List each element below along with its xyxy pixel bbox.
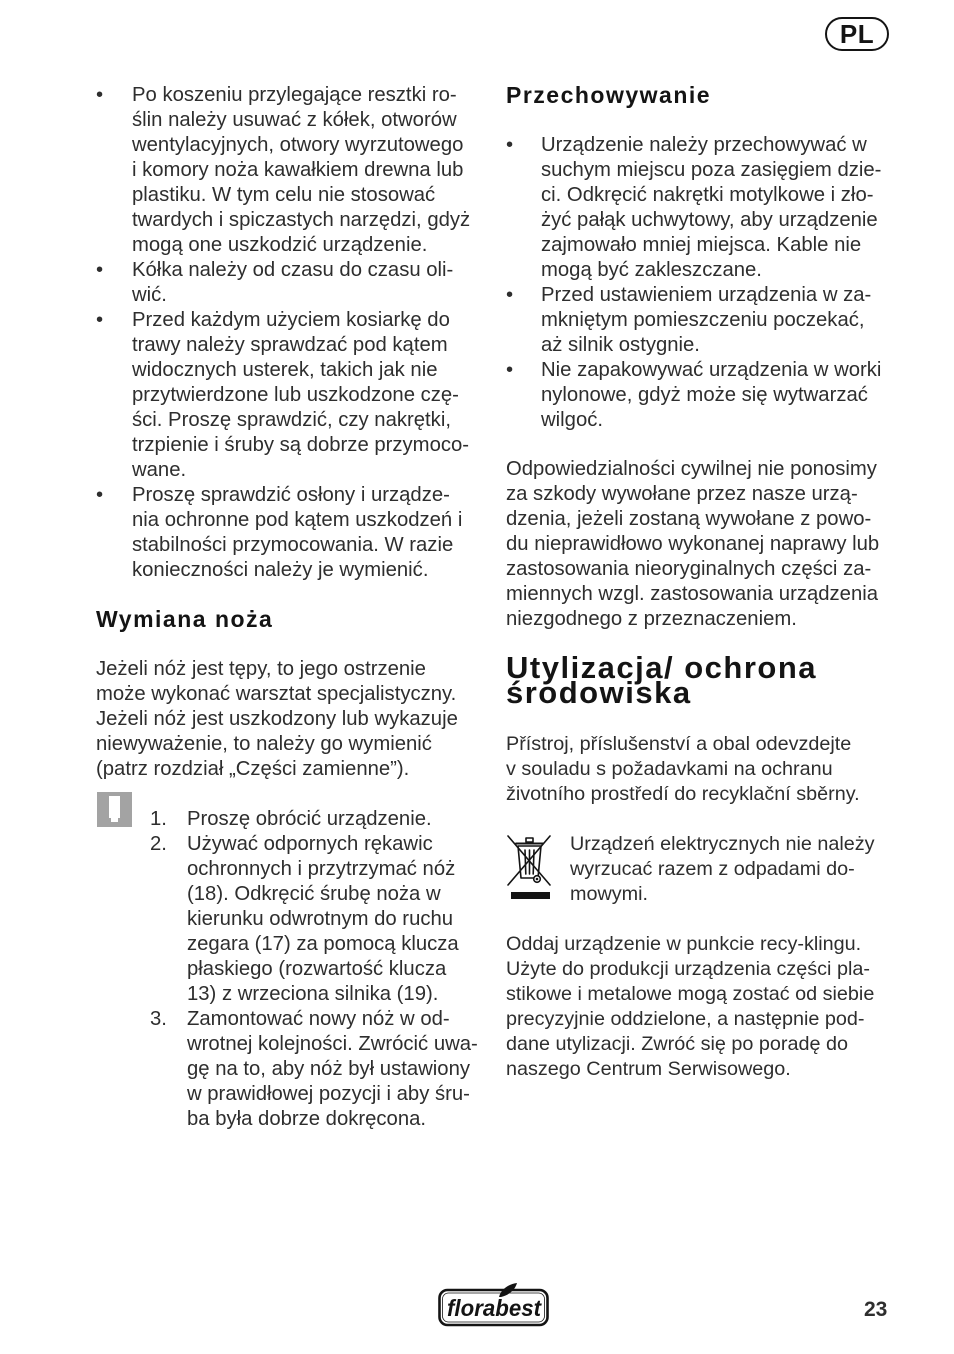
text-line: suchym miejscu poza zasięgiem dzie- [541,159,882,181]
text-line: w prawidłowej pozycji i aby śru- [187,1083,470,1105]
text-line: widocznych usterek, takich jak nie [132,359,438,381]
text-line: Oddaj urządzenie w punkcie recy-klingu. [506,933,862,955]
text-line: miennych wzgl. zastosowania urządzenia [506,583,879,605]
list-item [506,283,896,358]
florabest-logo [437,1281,551,1328]
crossed-out-wheelie-bin-icon [506,833,552,900]
text-line: gę na to, aby nóż był ustawiony [187,1058,470,1080]
bullet-marker: • [96,84,104,106]
text-line: wilgoć. [541,409,603,431]
text-line: Używać odpornych rękawic [187,833,433,855]
text-line: Urządzenie należy przechowywać w [541,134,867,156]
text-line: trzpienie i śruby są dobrze przymoco- [132,434,470,456]
text-line: za szkody wywołane przez nasze urzą- [506,483,858,505]
text-line: precyzyjnie oddzielone, a następnie pod- [506,1008,865,1030]
text-line: ochronnych i przytrzymać nóż [187,858,456,880]
text-line: mowymi. [570,883,649,905]
text-line: dzenia, jeżeli zostaną wywołane z powo- [506,508,872,530]
text-line: plastiku. W tym celu nie stosować [132,184,436,206]
text-line: Kółka należy od czasu do czasu oli- [132,259,454,281]
text-line: stabilności przymocowania. W razie [132,534,454,556]
section-heading-blade: Wymiana noża [96,606,274,632]
text-line: mogą one uszkodzić urządzenie. [132,234,428,256]
recycling-paragraph [506,932,874,1082]
list-item [506,133,896,283]
bullet-marker: • [506,359,514,381]
text-line: Přístroj, příslušenství a obal odevzdejte [506,733,852,755]
text-line: i komory noża kawałkiem drewna lub [132,159,464,181]
step-number: 1. [150,808,167,830]
text-line: wrotnej kolejności. Zwrócić uwa- [187,1033,478,1055]
text-line: stikowe i metalowe mogą zostać od siebie [506,983,875,1005]
text-line: ci. Odkręcić nakrętki motylkowe i zło- [541,184,874,206]
disposal-intro-paragraph [506,732,860,807]
maintenance-list [96,83,486,583]
text-line: životního prostředí do recyklační sběrny. [506,783,860,805]
text-line: kierunku odwrotnym do ruchu [187,908,454,930]
weee-notice [570,832,875,907]
text-line: zastosowania nieoryginalnych części za- [506,558,872,580]
text-line: konieczności należy je wymienić. [132,559,429,581]
text-line: Przed każdym użyciem kosiarkę do [132,309,450,331]
step-number: 2. [150,833,167,855]
text-line: wentylacyjnych, otwory wyrzutowego [132,134,464,156]
text-line: ślin należy usuwać z kółek, otworów [132,109,457,131]
text-line: wić. [132,284,167,306]
list-item [96,308,486,483]
text-line: żyć pałąk uchwytowy, aby urządzenie [541,209,878,231]
text-line: Po koszeniu przylegające resztki ro- [132,84,457,106]
bullet-marker: • [96,309,104,331]
text-line: zegara (17) za pomocą klucza [187,933,459,955]
text-line: Przed ustawieniem urządzenia w za- [541,284,872,306]
text-line: zajmowało mniej miejsca. Kable nie [541,234,862,256]
blade-steps-list [150,807,490,1132]
section-heading-storage: Przechowywanie [506,82,712,108]
heading-line: Utylizacja/ ochrona [506,650,818,685]
numbered-step [150,807,490,832]
text-line: przytwierdzone lub uszkodzone czę- [132,384,459,406]
text-line: niezgodnego z przeznaczeniem. [506,608,797,630]
text-line: ba była dobrze dokręcona. [187,1108,427,1130]
step-number: 3. [150,1008,167,1030]
text-line: Zamontować nowy nóż w od- [187,1008,450,1030]
text-line: Odpowiedzialności cywilnej nie ponosimy [506,458,877,480]
text-line: v souladu s požadavkami na ochranu [506,758,833,780]
text-line: (18). Odkręcić śrubę noża w [187,883,441,905]
text-line: nylonowe, gdyż może się wytwarzać [541,384,868,406]
text-line: Użyte do produkcji urządzenia części pla- [506,958,870,980]
bullet-marker: • [96,484,104,506]
blade-intro-paragraph [96,657,458,782]
text-line: Nie zapakowywać urządzenia w worki [541,359,882,381]
text-line: wyrzucać razem z odpadami do- [570,858,855,880]
text-line: dane utylizacji. Zwróć się po poradę do [506,1033,848,1055]
bullet-marker: • [506,284,514,306]
bullet-marker: • [96,259,104,281]
text-line: nia ochronne pod kątem uszkodzeń i [132,509,463,531]
list-item [96,83,486,258]
text-line: mogą być zakleszczane. [541,259,762,281]
heading-line: środowiska [506,675,692,710]
list-item [96,483,486,583]
text-line: du nieprawidłowo wykonanej naprawy lub [506,533,880,555]
text-line: Jeżeli nóż jest uszkodzony lub wykazuje [96,708,458,730]
text-line: Urządzeń elektrycznych nie należy [570,833,875,855]
storage-list [506,133,896,433]
text-line: niewyważenie, to należy go wymienić [96,733,432,755]
text-line: Proszę sprawdzić osłony i urządze- [132,484,450,506]
text-line: aż silnik ostygnie. [541,334,700,356]
section-heading-disposal [506,650,818,710]
bullet-marker: • [506,134,514,156]
text-line: 13) z wrzeciona silnika (19). [187,983,439,1005]
liability-paragraph [506,457,879,632]
logo-wordmark: florabest [447,1295,543,1321]
page-number: 23 [864,1298,888,1321]
list-item [506,358,896,433]
text-line: Jeżeli nóż jest tępy, to jego ostrzenie [96,658,426,680]
text-line: naszego Centrum Serwisowego. [506,1058,791,1080]
language-badge: PL [825,17,889,51]
numbered-step [150,832,490,1007]
text-line: może wykonać warsztat specjalistyczny. [96,683,457,705]
text-line: wane. [132,459,187,481]
text-line: trawy należy sprawdzać pod kątem [132,334,448,356]
instruction-symbol-icon [97,792,132,827]
text-line: (patrz rozdział „Części zamienne”). [96,758,410,780]
text-line: mkniętym pomieszczeniu poczekać, [541,309,865,331]
text-line: twardych i spiczastych narzędzi, gdyż [132,209,471,231]
text-line: ści. Proszę sprawdzić, czy nakrętki, [132,409,451,431]
list-item [96,258,486,308]
text-line: Proszę obrócić urządzenie. [187,808,432,830]
numbered-step [150,1007,490,1132]
text-line: płaskiego (rozwartość klucza [187,958,447,980]
